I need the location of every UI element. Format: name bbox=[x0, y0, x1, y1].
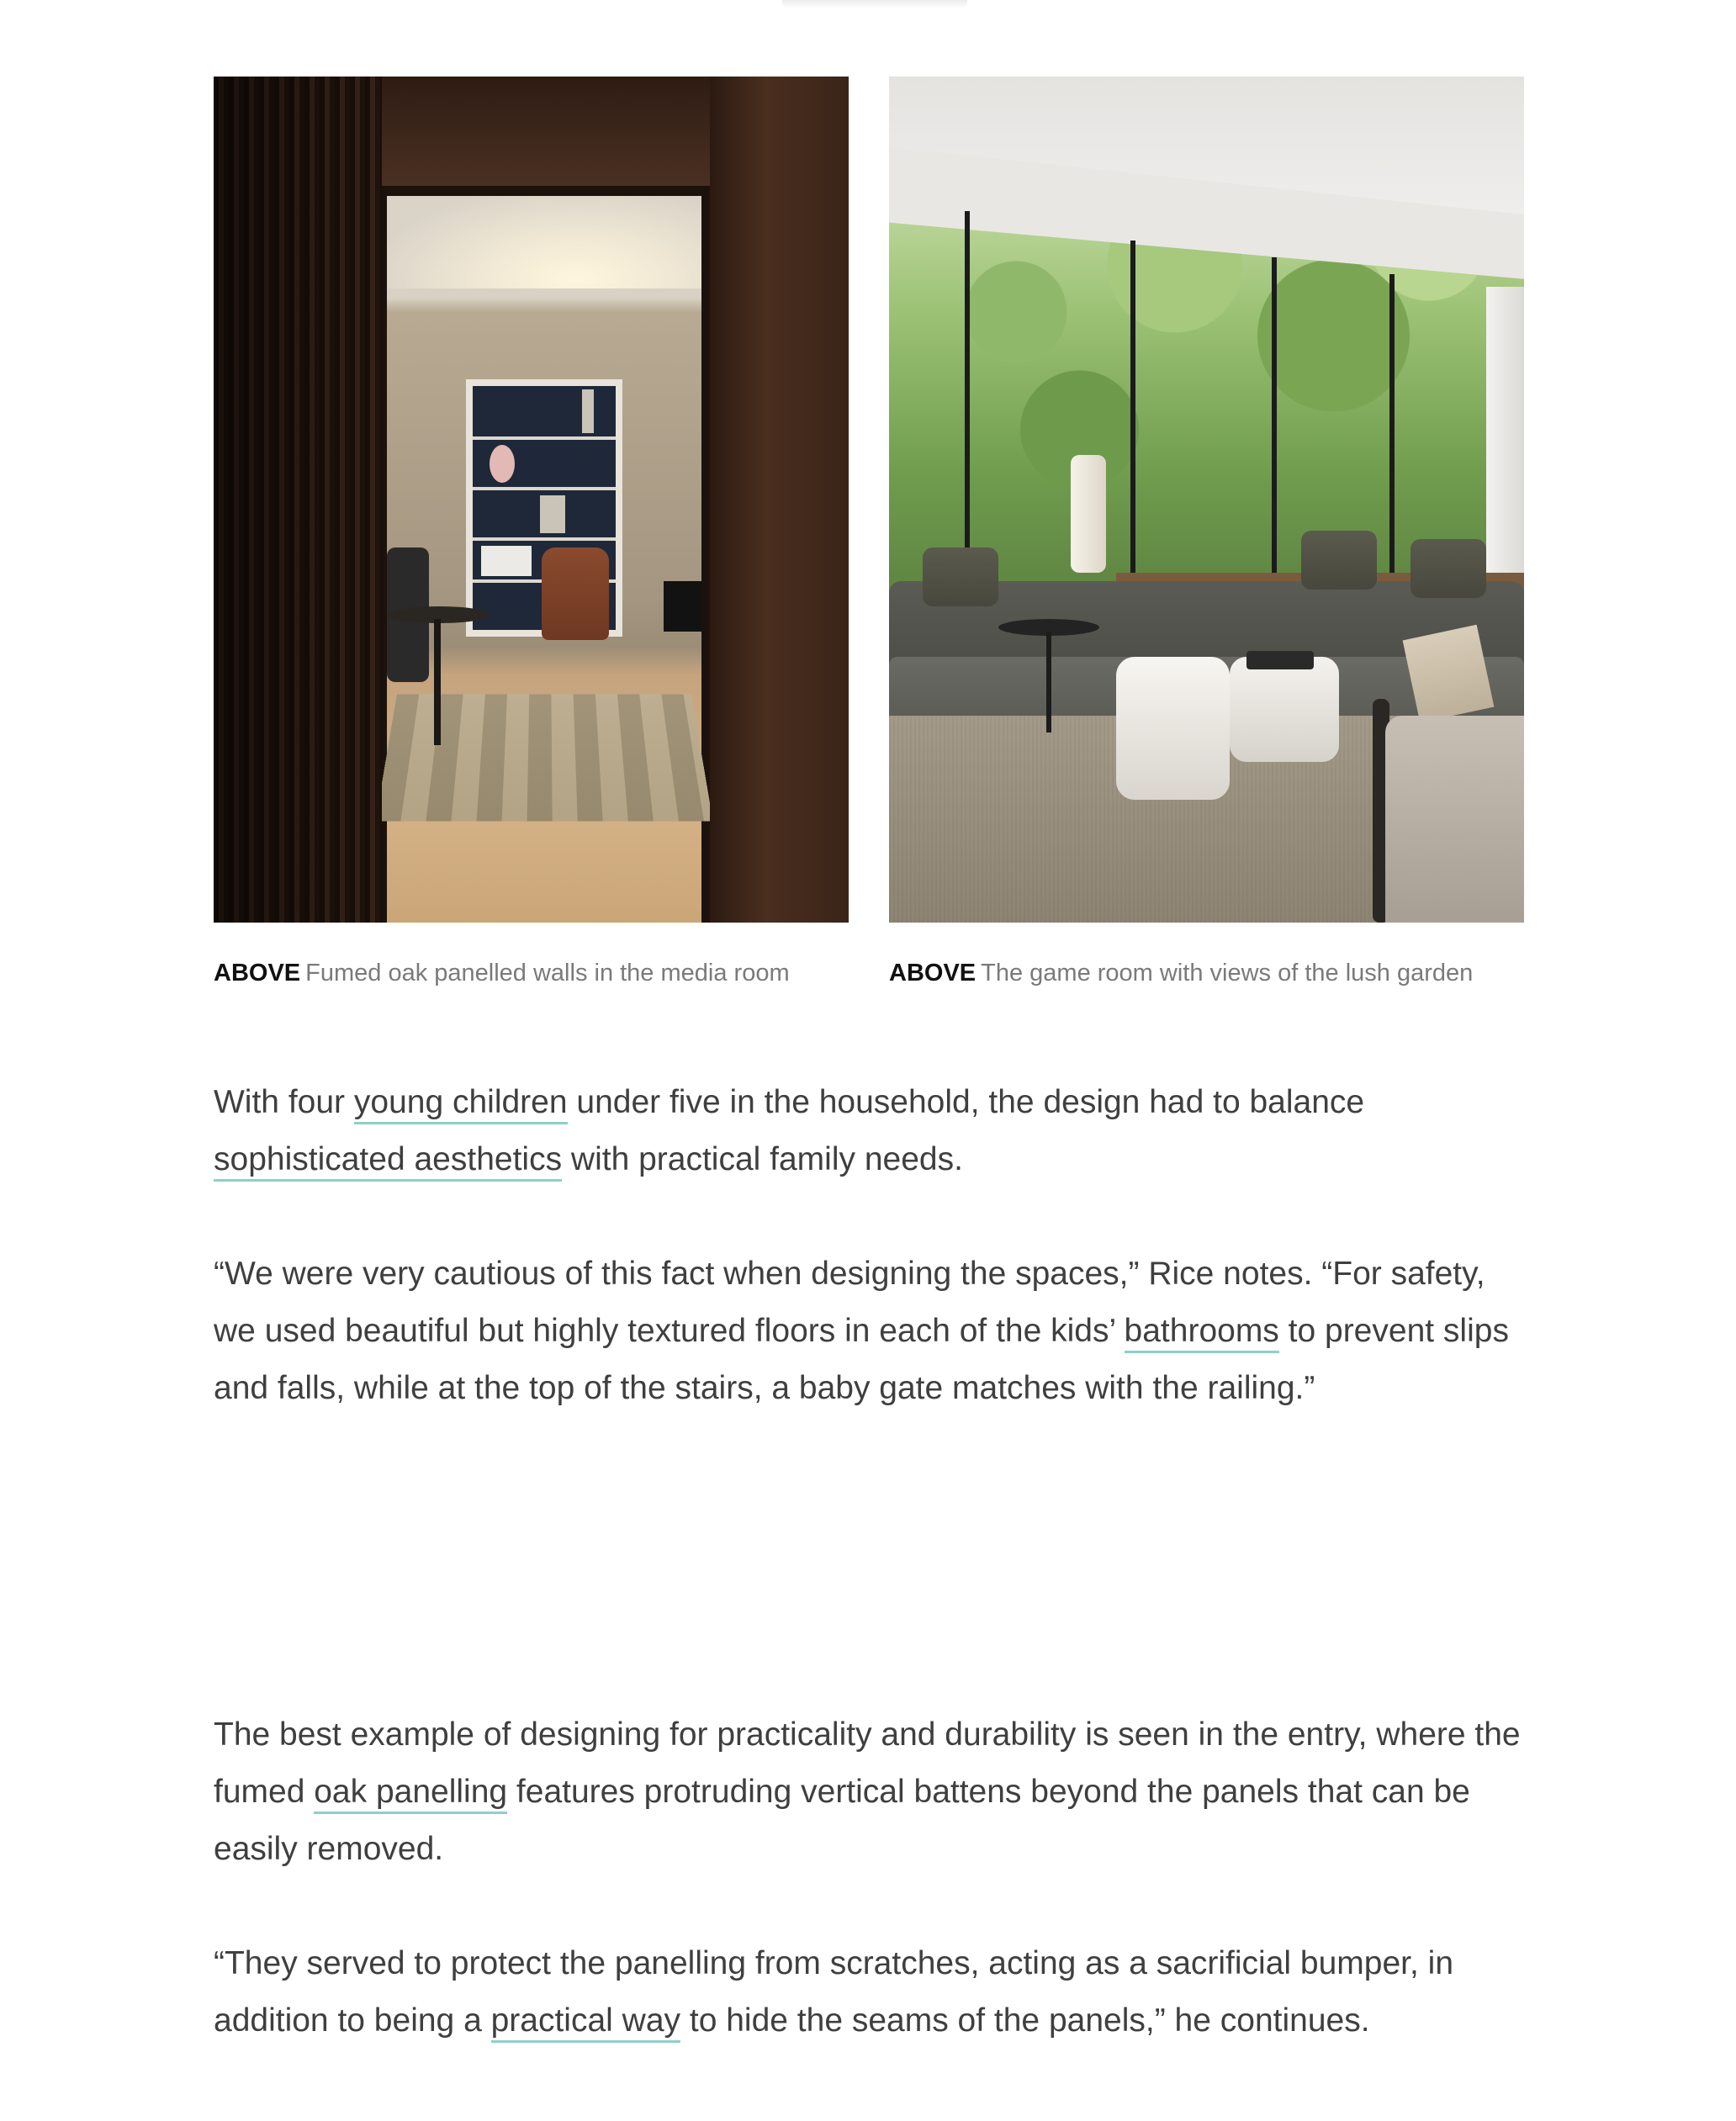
caption-text: Fumed oak panelled walls in the media room bbox=[305, 960, 790, 986]
article-paragraph: The best example of designing for practicality and durability is seen in the entry, where the fumed oak panelling features protruding vertical battens beyond the panels that can be easily removed. bbox=[214, 1716, 1521, 1867]
caption-text: The game room with views of the lush garden bbox=[981, 960, 1474, 986]
article-paragraph: “They served to protect the panelling from scratches, acting as a sacrificial bumper, in addition to being a practical way to hide the seams of the panels,” he continues. bbox=[214, 1935, 1526, 2050]
article-paragraph: “We were very cautious of this fact when designing the spaces,” Rice notes. “For safety, we used beautiful but highly textured floors in each of the kids’ bathrooms to prevent slips and falls, while at the top of the stairs, a baby gate matches with the railing.” bbox=[214, 1256, 1509, 1406]
oak-panelling-link[interactable]: oak panelling bbox=[314, 1774, 507, 1814]
bathrooms-link[interactable]: bathrooms bbox=[1125, 1313, 1279, 1353]
young-children-link[interactable]: young children bbox=[354, 1084, 568, 1124]
caption-tag: ABOVE bbox=[889, 960, 977, 986]
sophisticated-aesthetics-link[interactable]: sophisticated aesthetics bbox=[214, 1141, 562, 1182]
article-paragraph: With four young children under five in the household, the design had to balance sophisticated aesthetics with practical family needs. bbox=[214, 1074, 1526, 1188]
rug bbox=[375, 695, 712, 822]
media-room-photo[interactable] bbox=[214, 77, 849, 923]
game-room-photo[interactable] bbox=[889, 77, 1524, 923]
top-edge-shadow bbox=[782, 0, 967, 8]
media-room-figure bbox=[214, 77, 849, 988]
armchair bbox=[1385, 716, 1524, 923]
game-room-figure bbox=[889, 77, 1524, 988]
white-ottoman bbox=[1116, 657, 1230, 800]
practical-way-link[interactable]: practical way bbox=[491, 2002, 680, 2043]
game-room-caption bbox=[889, 958, 1524, 988]
table-lamp bbox=[1071, 455, 1106, 573]
leather-chair bbox=[542, 547, 609, 640]
caption-tag: ABOVE bbox=[214, 960, 301, 986]
media-room-caption bbox=[214, 958, 849, 988]
